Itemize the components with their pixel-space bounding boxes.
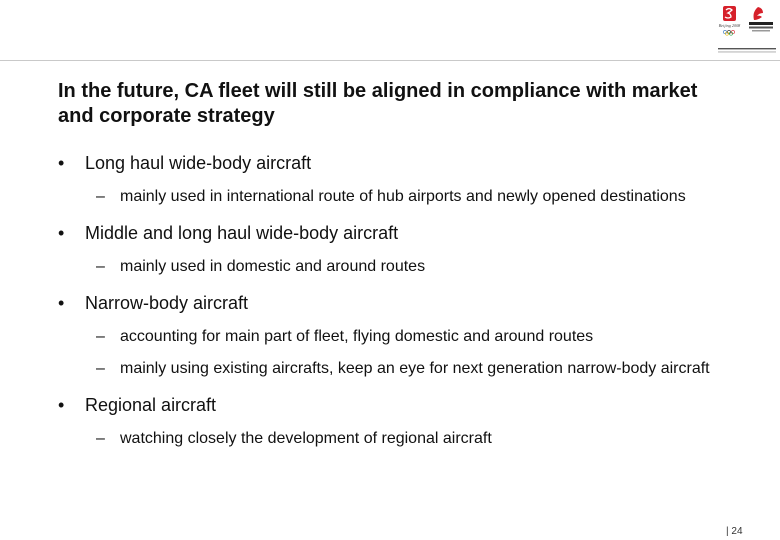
bullet-text: Middle and long haul wide-body aircraft: [85, 223, 399, 243]
sub-list: [85, 423, 738, 455]
sub-item: [85, 353, 738, 385]
bullet-item: [58, 151, 738, 213]
sub-item-text: mainly using existing aircrafts, keep an eye for next generation narrow-body aircraft: [120, 360, 710, 377]
dash-icon: –: [96, 328, 105, 345]
air-china-logo: [749, 7, 773, 32]
sub-list: [85, 321, 738, 385]
bullet-icon: •: [58, 153, 65, 173]
dash-icon: –: [96, 430, 105, 447]
bullet-text: Long haul wide-body aircraft: [85, 153, 312, 173]
sponsor-line-mark: [718, 52, 776, 53]
sub-item-text: watching closely the development of regional aircraft: [120, 430, 492, 447]
sub-item: [85, 321, 738, 353]
bullet-text: Narrow-body aircraft: [85, 293, 249, 313]
bullet-text: Regional aircraft: [85, 395, 217, 415]
bullet-icon: •: [58, 395, 65, 415]
sponsor-line-mark: [718, 48, 776, 49]
bullet-item: [58, 393, 738, 455]
dash-icon: –: [96, 360, 105, 377]
bullet-item: [58, 221, 738, 283]
sub-item-text: mainly used in domestic and around routes: [120, 258, 426, 275]
bullet-icon: •: [58, 293, 65, 313]
bullet-icon: •: [58, 223, 65, 243]
page-number: | 24: [726, 526, 743, 537]
sub-item: [85, 423, 738, 455]
dash-icon: –: [96, 188, 105, 205]
sub-item: [85, 181, 738, 213]
logo-group: [716, 4, 778, 56]
bullet-item: [58, 291, 738, 385]
sub-item-text: accounting for main part of fleet, flying domestic and around routes: [120, 328, 594, 345]
sub-item-text: mainly used in international route of hub airports and newly opened destinations: [120, 188, 686, 205]
dash-icon: –: [96, 258, 105, 275]
header-logos: [716, 4, 778, 56]
sub-list: [85, 181, 738, 213]
header-divider: [0, 60, 780, 61]
svg-text:Beijing 2008: Beijing 2008: [718, 23, 741, 28]
beijing-2008-olympic-logo: [719, 6, 741, 35]
sub-list: [85, 251, 738, 283]
bullet-list: [58, 151, 738, 455]
slide-title: In the future, CA fleet will still be aligned in compliance with market and corporate strategy: [58, 80, 698, 127]
sub-item: [85, 251, 738, 283]
